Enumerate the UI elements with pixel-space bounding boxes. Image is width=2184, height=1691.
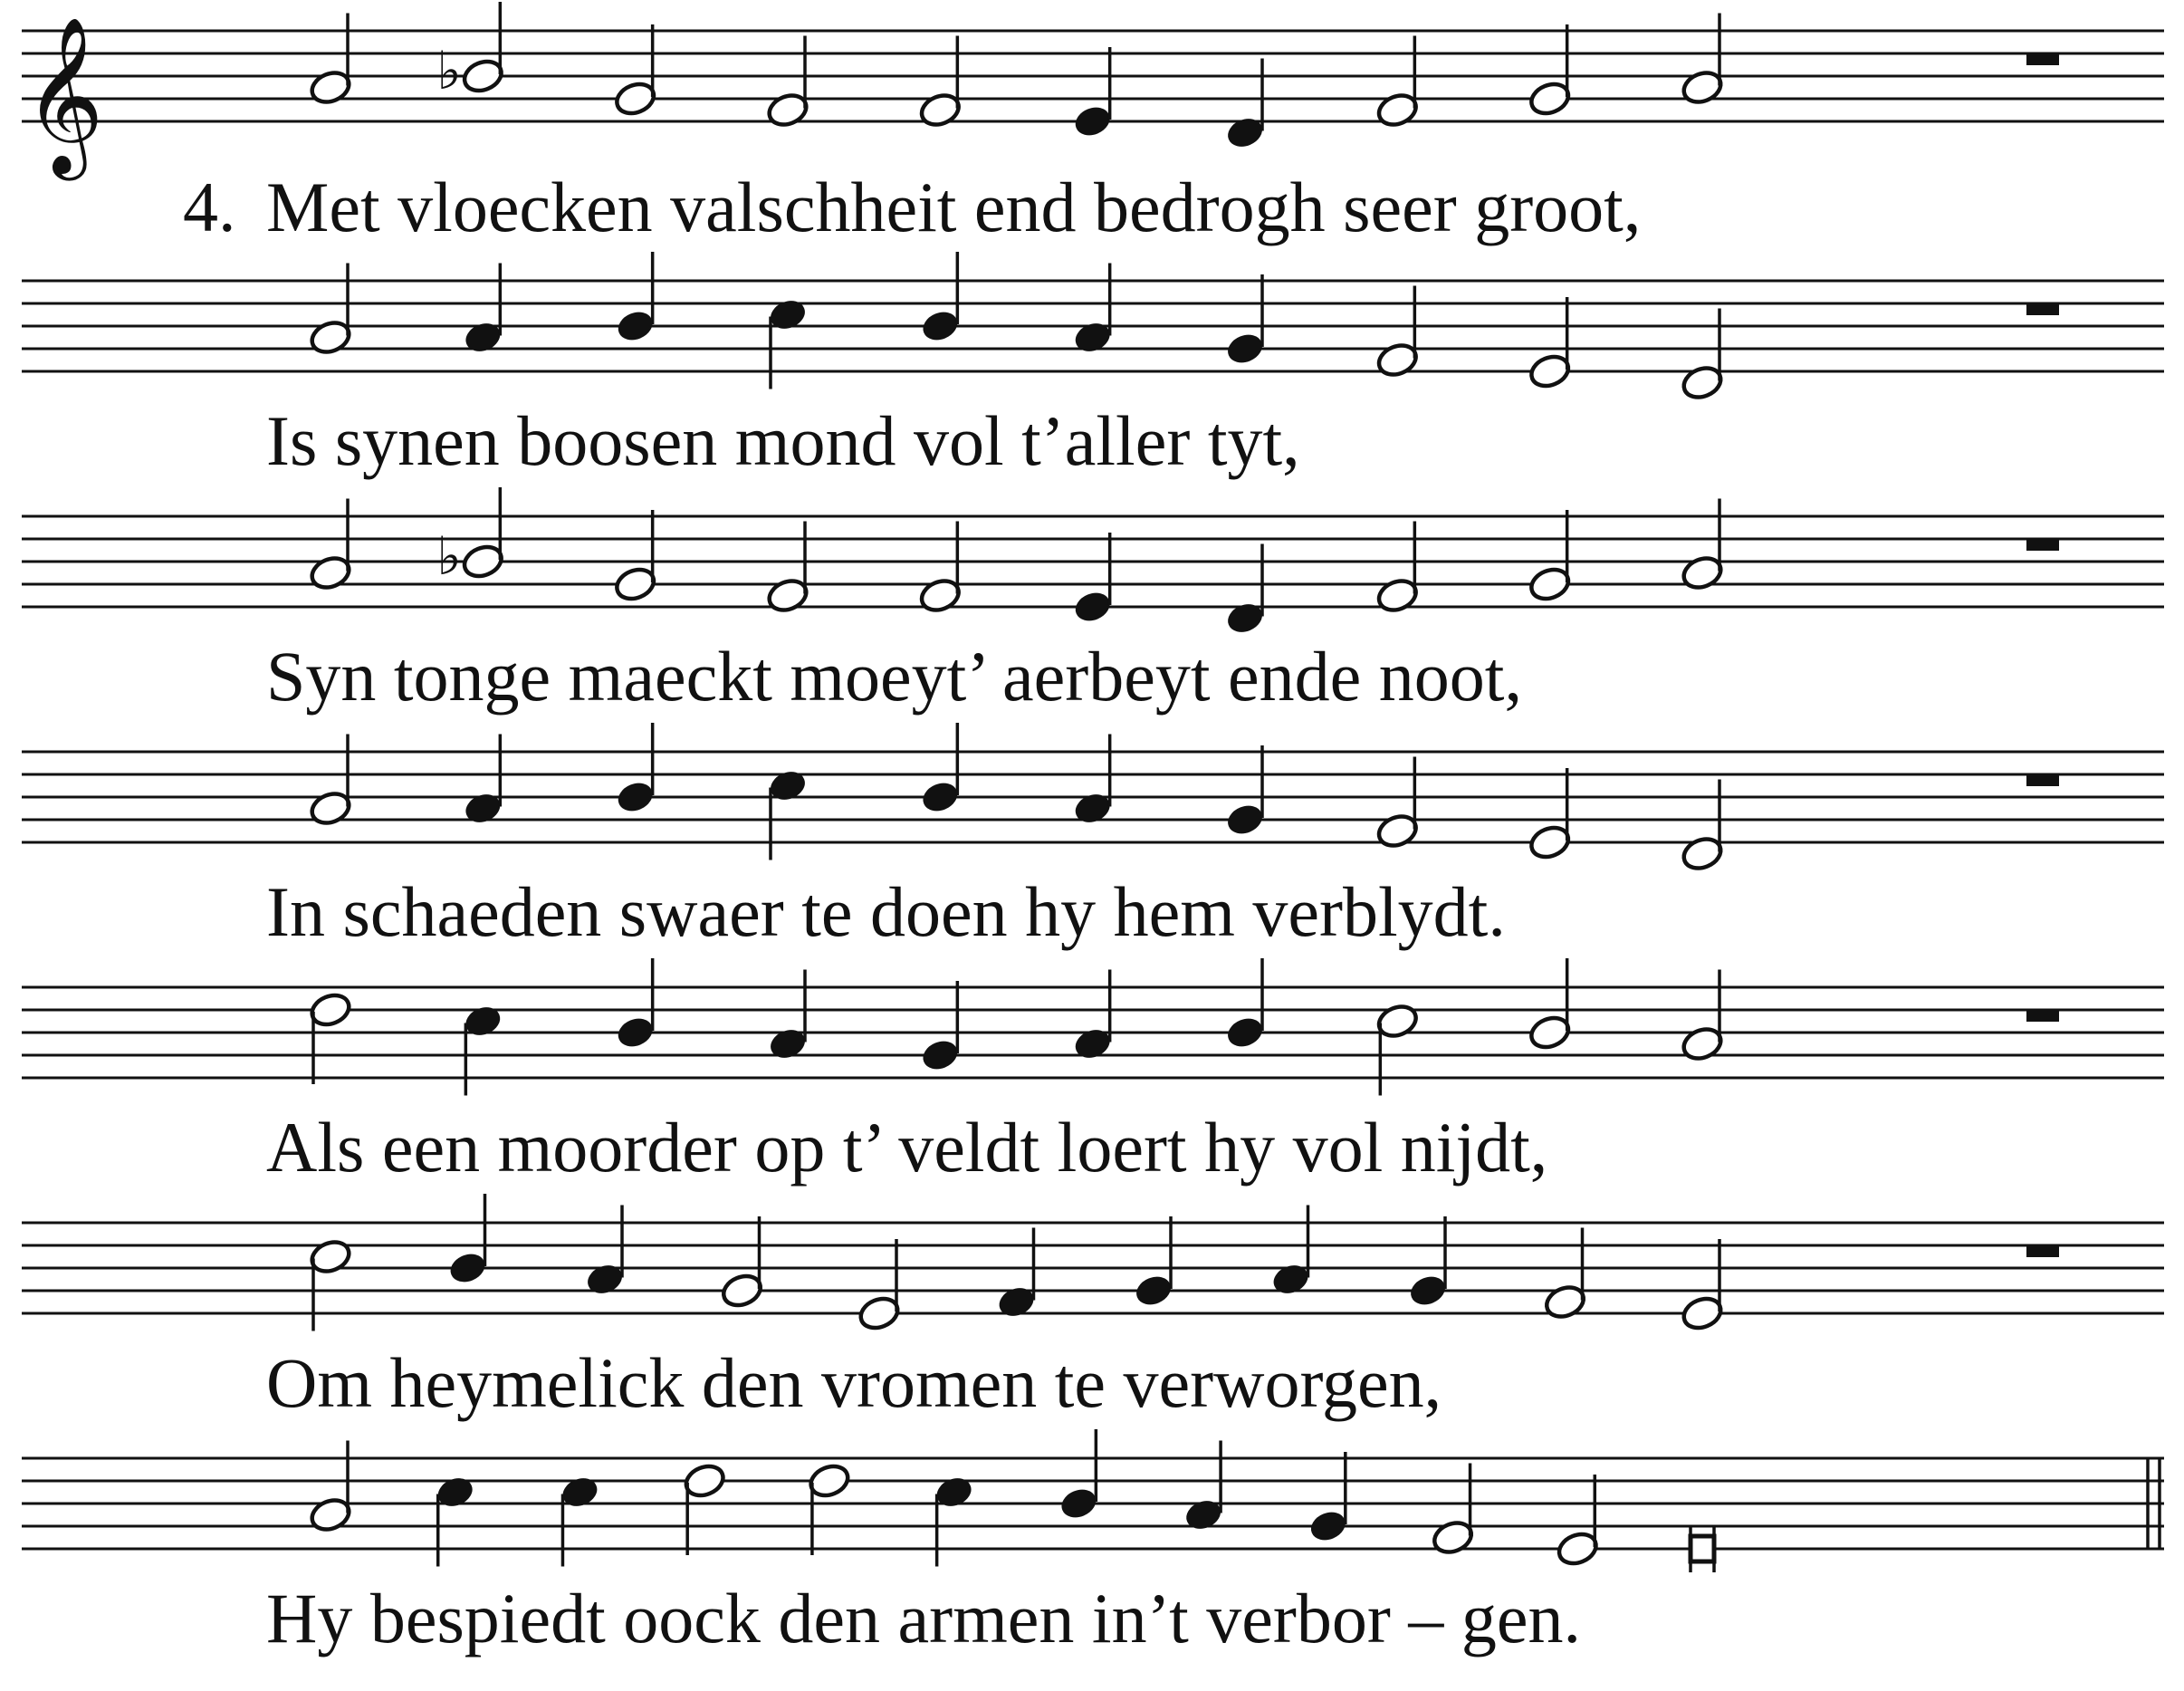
note — [436, 2, 505, 101]
treble-clef-icon: 𝄞 — [24, 16, 104, 174]
note — [934, 1474, 975, 1566]
note — [767, 767, 809, 860]
note — [1072, 533, 1114, 625]
note — [1528, 768, 1573, 862]
quarter-notehead — [1224, 331, 1266, 367]
note — [615, 252, 656, 344]
note — [1528, 24, 1573, 119]
quarter-notehead — [584, 1261, 626, 1297]
note — [462, 735, 503, 827]
note — [1375, 286, 1420, 380]
note — [765, 36, 810, 130]
quarter-notehead — [615, 308, 656, 344]
note — [308, 1441, 353, 1535]
note — [584, 1206, 626, 1298]
note — [1542, 1228, 1587, 1322]
quarter-notehead — [767, 1025, 809, 1062]
note — [917, 36, 963, 130]
note — [919, 981, 961, 1073]
note — [807, 1461, 852, 1555]
quarter-notehead — [615, 779, 656, 815]
quarter-notehead — [1224, 802, 1266, 838]
note — [1133, 1216, 1174, 1309]
quarter-notehead — [435, 1474, 476, 1510]
note — [1430, 1464, 1475, 1558]
staff-system — [22, 487, 2164, 637]
staff-system — [22, 958, 2164, 1096]
half-rest — [2026, 1010, 2059, 1022]
flat-icon: ♭ — [436, 525, 462, 587]
half-rest — [2026, 53, 2059, 65]
quarter-notehead — [1183, 1496, 1224, 1532]
lyric-line: Om heymelick den vromen te verworgen, — [266, 1343, 1442, 1422]
note — [462, 264, 503, 356]
note — [857, 1239, 902, 1333]
lyric-line: Met vloecken valschheit end bedrogh seer groot, — [266, 168, 1642, 246]
quarter-notehead — [1224, 1014, 1266, 1051]
flat-icon: ♭ — [436, 40, 462, 101]
note — [308, 14, 353, 108]
quarter-notehead — [1072, 790, 1114, 826]
quarter-notehead — [1407, 1273, 1449, 1309]
quarter-notehead — [767, 296, 809, 332]
note — [1528, 958, 1573, 1052]
quarter-notehead — [1072, 103, 1114, 139]
note — [1680, 14, 1725, 108]
note — [1183, 1441, 1224, 1533]
note — [917, 522, 963, 616]
note — [1680, 970, 1725, 1064]
lyric-line: Als een moorder op t’ veldt loert hy vol nijdt, — [266, 1108, 1548, 1187]
quarter-notehead — [934, 1474, 975, 1510]
breve-notehead — [1691, 1536, 1714, 1561]
note — [1308, 1452, 1349, 1544]
quarter-notehead — [996, 1283, 1038, 1320]
note — [613, 510, 658, 604]
note — [615, 958, 656, 1051]
note — [615, 723, 656, 815]
note — [767, 296, 809, 389]
note — [308, 735, 353, 829]
lyric-line: In schaeden swaer te doen hy hem verblydt. — [266, 872, 1506, 951]
note — [308, 264, 353, 358]
note — [560, 1474, 601, 1566]
note — [1407, 1216, 1449, 1309]
note — [919, 252, 961, 344]
note — [1691, 1525, 1714, 1572]
note — [1528, 510, 1573, 604]
quarter-notehead — [447, 1250, 489, 1286]
note — [1375, 757, 1420, 851]
quarter-notehead — [1133, 1273, 1174, 1309]
note — [447, 1194, 489, 1286]
quarter-notehead — [462, 1003, 503, 1039]
note — [1224, 745, 1266, 838]
note — [1270, 1206, 1312, 1298]
staff-system — [22, 252, 2164, 402]
note — [613, 24, 658, 119]
staff-system — [22, 2, 2164, 181]
quarter-notehead — [767, 767, 809, 803]
lyric-line: Is synen boosen mond vol t’aller tyt, — [266, 401, 1300, 480]
note — [1058, 1429, 1100, 1522]
half-rest — [2026, 1245, 2059, 1257]
quarter-notehead — [1072, 589, 1114, 625]
staff-system — [22, 723, 2164, 873]
half-rest — [2026, 303, 2059, 315]
quarter-notehead — [919, 779, 961, 815]
note — [767, 970, 809, 1062]
note — [1224, 274, 1266, 367]
note — [1528, 297, 1573, 391]
note — [919, 723, 961, 815]
quarter-notehead — [919, 308, 961, 344]
half-rest — [2026, 539, 2059, 551]
note — [308, 499, 353, 593]
quarter-notehead — [615, 1014, 656, 1051]
note — [1555, 1475, 1600, 1569]
quarter-notehead — [1072, 1025, 1114, 1062]
quarter-notehead — [919, 1037, 961, 1073]
verse-number: 4. — [183, 168, 236, 246]
lyric-line: Syn tonge maeckt moeyt’ aerbeyt ende noot, — [266, 637, 1522, 716]
quarter-notehead — [462, 790, 503, 826]
note — [1680, 780, 1725, 874]
quarter-notehead — [1072, 319, 1114, 355]
quarter-notehead — [1224, 114, 1266, 150]
note — [1224, 544, 1266, 637]
note — [1072, 47, 1114, 139]
note — [308, 990, 353, 1084]
quarter-notehead — [462, 319, 503, 355]
note — [462, 1003, 503, 1095]
note — [1680, 309, 1725, 403]
note — [1224, 958, 1266, 1051]
note — [308, 1237, 353, 1331]
note — [1375, 36, 1420, 130]
note — [996, 1228, 1038, 1321]
staff-system — [22, 1194, 2164, 1333]
note — [1375, 522, 1420, 616]
note — [1072, 264, 1114, 356]
note — [1375, 1002, 1420, 1096]
note — [765, 522, 810, 616]
note — [682, 1461, 727, 1555]
quarter-notehead — [1224, 600, 1266, 636]
note — [1224, 59, 1266, 151]
staff-system — [22, 1429, 2164, 1572]
note — [1072, 970, 1114, 1062]
quarter-notehead — [1270, 1261, 1312, 1297]
note — [719, 1216, 764, 1311]
note — [1072, 735, 1114, 827]
note — [1680, 1239, 1725, 1333]
quarter-notehead — [1058, 1485, 1100, 1522]
note — [435, 1474, 476, 1566]
note — [436, 487, 505, 587]
note — [1680, 499, 1725, 593]
half-rest — [2026, 774, 2059, 786]
quarter-notehead — [1308, 1508, 1349, 1544]
quarter-notehead — [560, 1474, 601, 1510]
lyric-line: Hy bespiedt oock den armen in’t verbor – gen. — [266, 1579, 1581, 1657]
